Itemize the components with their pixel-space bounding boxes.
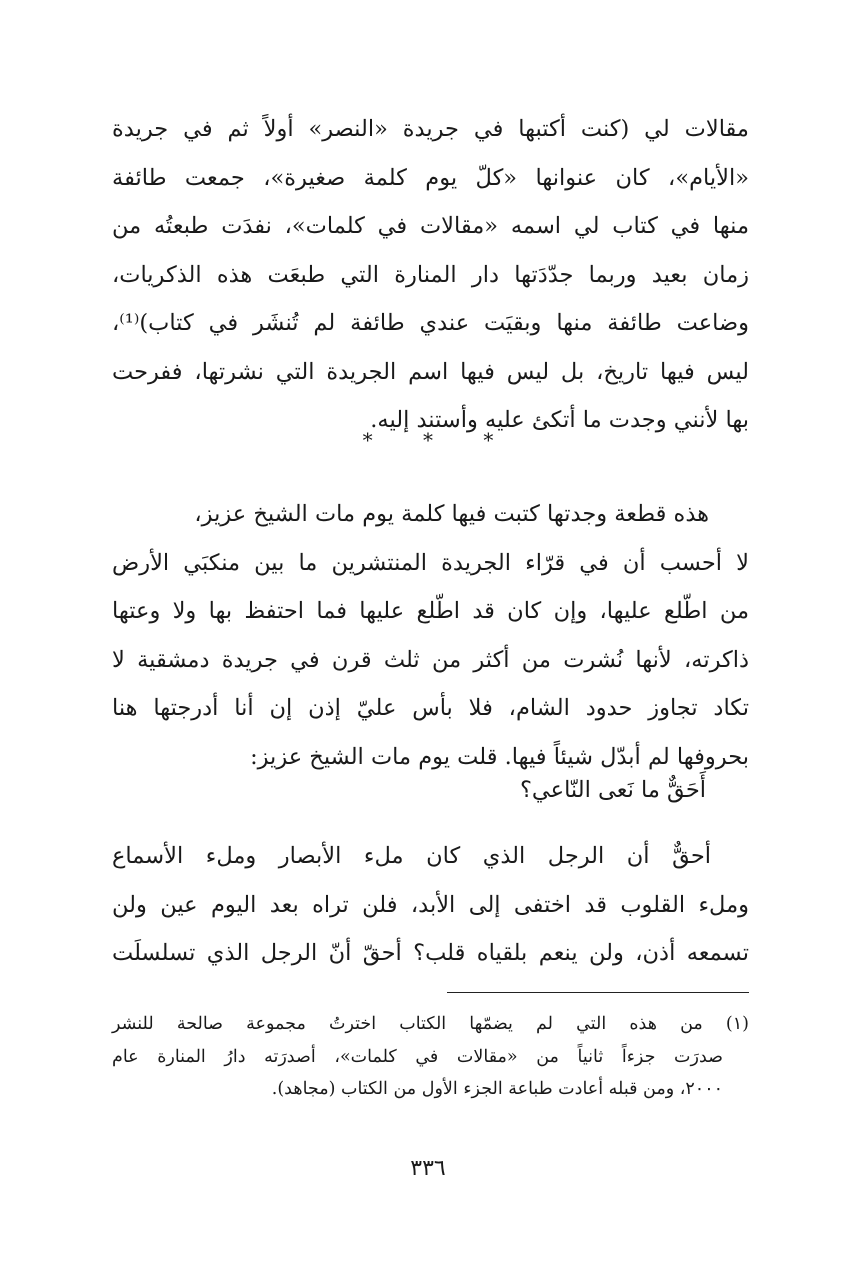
paragraph-2 — [112, 490, 749, 781]
paragraph-line: وملء القلوب قد اختفى إلى الأبد، فلن تراه بعد اليوم عين ولن — [112, 891, 749, 918]
paragraph-line: تكاد تجاوز حدود الشام، فلا بأس عليّ إذن إن أنا أدرجتها هنا — [112, 695, 749, 721]
footnote — [112, 1008, 749, 1106]
footnote-line: (١) من هذه التي لم يضمّها الكتاب اخترتُ مجموعة صالحة للنشر — [112, 1014, 749, 1034]
paragraph-line: منها في كتاب لي اسمه «مقالات في كلمات»، نفدَت طبعتُه من — [112, 213, 749, 239]
paragraph-line: بحروفها لم أبدّل شيئاً فيها. قلت يوم مات الشيخ عزيز: — [250, 743, 749, 770]
paragraph-line: أحقٌّ أن الرجل الذي كان ملء الأبصار وملء الأسماع — [112, 843, 711, 869]
paragraph-line: زمان بعيد وربما جدّدَتها دار المنارة التي طبعَت هذه الذكريات، — [112, 261, 749, 288]
paragraph-3 — [112, 832, 749, 978]
section-separator: * * * — [362, 428, 516, 452]
footnote-divider — [447, 992, 749, 993]
paragraph-line: من اطّلع عليها، وإن كان قد اطّلع عليها فما احتفظ بها ولا وعتها — [112, 598, 749, 624]
paragraph-line: هذه قطعة وجدتها كتبت فيها كلمة يوم مات الشيخ عزيز، — [194, 501, 709, 527]
paragraph-line: ذاكرته، لأنها نُشرت من أكثر من ثلث قرن في جريدة دمشقية لا — [112, 646, 749, 673]
paragraph-line: وضاعت طائفة منها وبقيَت عندي طائفة لم تُنشَر في كتاب)⁽¹⁾، — [112, 310, 749, 336]
paragraph-line: تسمعه أذن، ولن ينعم بلقياه قلب؟ أحقّ أنّ الرجل الذي تسلسلَت — [112, 940, 749, 966]
footnote-line: صدرَت جزءاً ثانياً من «مقالات في كلمات»، أصدرَته دارُ المنارة عام — [112, 1046, 723, 1067]
paragraph-line: مقالات لي (كنت أكتبها في جريدة «النصر» أولاً ثم في جريدة — [112, 116, 749, 142]
paragraph-line: ليس فيها تاريخ، بل ليس فيها اسم الجريدة التي نشرتها، ففرحت — [112, 358, 749, 385]
quoted-heading: أَحَقٌّ ما نَعى النّاعي؟ — [519, 777, 706, 803]
page-number: ٣٣٦ — [410, 1156, 446, 1181]
paragraph-1 — [112, 105, 749, 445]
footnote-line: ٢٠٠٠، ومن قبله أعادت طباعة الجزء الأول من الكتاب (مجاهد). — [271, 1079, 723, 1099]
paragraph-line: بها لأنني وجدت ما أتكئ عليه وأستند إليه. — [370, 407, 749, 433]
paragraph-line: لا أحسب أن في قرّاء الجريدة المنتشرين ما بين منكبَي الأرض — [112, 549, 749, 576]
paragraph-line: «الأيام»، كان عنوانها «كلّ يوم كلمة صغيرة»، جمعت طائفة — [112, 164, 749, 191]
